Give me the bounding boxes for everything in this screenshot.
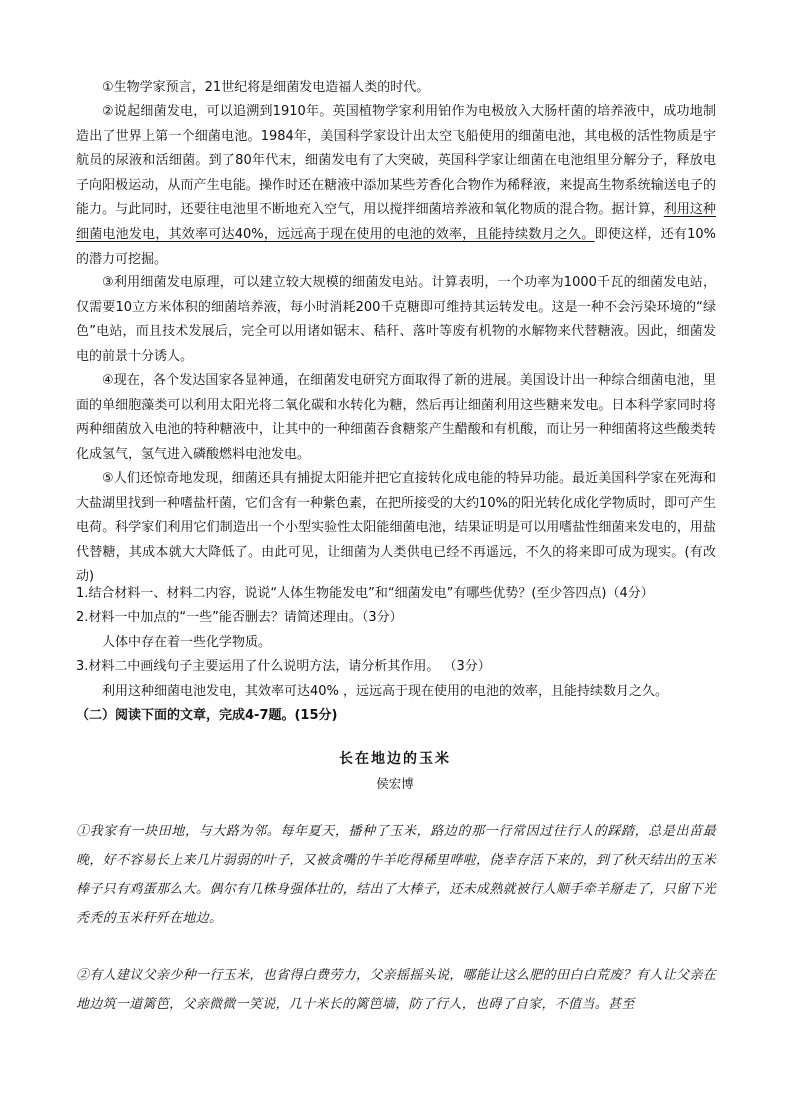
question-3-quote: 利用这种细菌电池发电，其效率可达40% ，远远高于现在使用的电池的效率，且能持续数月之久。 [102,684,669,699]
material-paragraph-4: ④现在，各个发达国家各显神通，在细菌发电研究方面取得了新的进展。美国设计出一种综合细菌电池，里面的单细胞藻类可以利用太阳光将二氧化碳和水转化为糖，然后再让细菌利用这些糖来发电。日本科学家同时将两种细菌放入电池的特种糖液中，让其中的一种细菌吞食糖浆产生醋酸和有机酸，而让另一种细菌将这些酸类转化成氢气，氢气进入磷酸燃料电池发电。 [76,373,716,462]
question-2: 2.材料一中加点的“一些”能否删去？请简述理由。（3分） [76,610,403,625]
material-paragraph-5: ⑤人们还惊奇地发现，细菌还具有捕捉太阳能并把它直接转化成电能的特异功能。最近美国科学家在死海和大盐湖里找到一种嗜盐杆菌，它们含有一种紫色素，在把所接受的大约10%的阳光转化成化学物质时，即可产生电荷。科学家们利用它们制造出一个小型实验性太阳能细菌电池，结果证明是可以用嗜盐性细菌来发电的，用盐代替糖，其成本就大大降低了。由此可见，让细菌为人类供电已经不再遥远，不久的将来即可成为现实。(有改动) [76,471,716,585]
question-1: 1.结合材料一、材料二内容，说说“人体生物能发电”和“细菌发电”有哪些优势？(至少答四点)（4分） [76,586,654,601]
article-author: 侯宏博 [376,776,414,791]
underlined-sentence: 利用这种细菌电池发电，其效率可达40%，远远高于现在使用的电池的效率，且能持续数月之久。 [76,202,716,242]
material-paragraph-2 [76,100,716,272]
article-title: 长在地边的玉米 [339,751,451,767]
question-3: 3.材料二中画线句子主要运用了什么说明方法，请分析其作用。 （3分） [76,659,491,674]
material-paragraph-3: ③利用细菌发电原理，可以建立较大规模的细菌发电站。计算表明，一个功率为1000千瓦的细菌发电站，仅需要10立方米体积的细菌培养液，每小时消耗200千克糖即可维持其运转发电。这是一种不会污染环境的“绿色”电站，而且技术发展后，完全可以用诸如锯末、秸秆、落叶等废有机物的水解物来代替糖液。因此，细菌发电的前景十分诱人。 [76,275,716,364]
article-paragraph-2: ②有人建议父亲少种一行玉米，也省得白费劳力，父亲摇摇头说，哪能让这么肥的田白白荒废？有人让父亲在地边筑一道篱笆，父亲微微一笑说，几十米长的篱笆墙，防了行人，也碍了自家，不值当。甚至 [76,968,716,1012]
material-paragraph-2-tail: 即使这样，还有10%的潜力可挖掘。 [76,226,716,267]
material-paragraph-1: ①生物学家预言，21世纪将是细菌发电造福人类的时代。 [102,80,430,95]
article-paragraph-1: ①我家有一块田地，与大路为邻。每年夏天，播种了玉米，路边的那一行常因过往行人的踩踏，总是出苗最晚，好不容易长上来几片弱弱的叶子，又被贪嘴的牛羊吃得稀里哗啦，侥幸存活下来的，到了秋天结出的玉米棒子只有鸡蛋那么大。偶尔有几株身强体壮的，结出了大棒子，还未成熟就被行人顺手牵羊掰走了，只留下光秃秃的玉米秆歼在地边。 [76,824,716,926]
question-2-quote: 人体中存在着一些化学物质。 [102,635,272,650]
material-paragraph-2-text: ②说起细菌发电，可以追溯到1910年。英国植物学家利用铂作为电极放入大肠杆菌的培养液中，成功地制造出了世界上第一个细菌电池。1984年，美国科学家设计出太空飞船使用的细菌电池，其电极的活性物质是宇航员的尿液和活细菌。到了80年代末，细菌发电有了大突破，英国科学家让细菌在电池组里分解分子，释放电子向阳极运动，从而产生电能。操作时还在糖液中添加某些芳香化合物作为稀释液，来提高生物系统输送电子的能力。与此同时，还要往电池里不断地充入空气，用以搅拌细菌培养液和氧化物质的混合物。据计算， [76,104,716,218]
section-heading: （二）阅读下面的文章，完成4-7题。(15分) [76,708,338,723]
